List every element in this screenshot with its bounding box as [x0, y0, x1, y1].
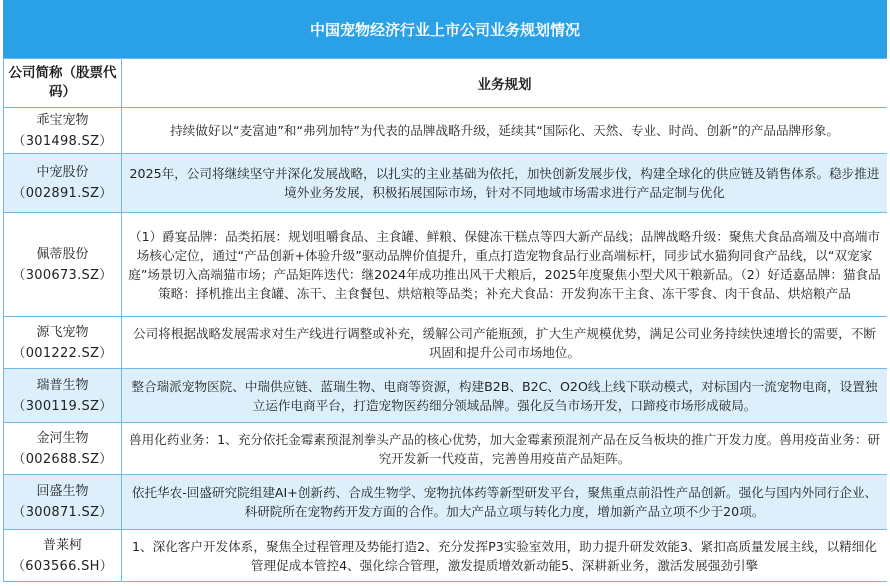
company-cell: [4, 213, 122, 317]
table-title: 中国宠物经济行业上市公司业务规划情况: [3, 0, 887, 58]
table-row: [4, 213, 888, 317]
plan-cell: 公司将根据战略发展需求对生产线进行调整或补充，缓解公司产能瓶颈，扩大生产规模优势，满足公司业务持续快速增长的需要，不断巩固和提升公司市场地位。: [122, 317, 888, 369]
company-column-header: 公司简称（股票代码）: [4, 59, 122, 108]
company-name: 乖宝宠物: [36, 112, 89, 128]
company-cell: [4, 108, 122, 154]
stock-code: （301498.SZ）: [12, 133, 113, 149]
table-row: [4, 369, 888, 423]
stock-code: （001222.SZ）: [12, 345, 113, 361]
company-cell: [4, 530, 122, 582]
plan-cell: 2025年，公司将继续坚守并深化发展战略，以扎实的主业基础为依托，加快创新发展步伐，构建全球化的供应链及销售体系。稳步推进境外业务发展，积极拓展国际市场，针对不同地域市场需求进行产品定制与优化: [122, 154, 888, 213]
company-name: 佩蒂股份: [36, 246, 89, 262]
table-row: [4, 475, 888, 530]
plan-cell: 1、深化客户开发体系，聚焦全过程管理及势能打造2、充分发挥P3实验室效用，助力提升研发效能3、紧扣高质量发展主线，以精细化管理促成本管控4、强化综合管理，激发提质增效新动能5、深耕新业务，激活发展强劲引擎: [122, 530, 888, 582]
company-name: 源飞宠物: [36, 324, 89, 340]
plan-cell: 持续做好以“麦富迪”和“弗列加特”为代表的品牌战略升级，延续其“国际化、天然、专业、时尚、创新”的产品品牌形象。: [122, 108, 888, 154]
plan-cell: （1）爵宴品牌：品类拓展：规划咀嚼食品、主食罐、鲜粮、保健冻干糕点等四大新产品线；品牌战略升级：聚焦犬食品高端及中高端市场核心定位，通过“产品创新+体验升级”驱动品牌价值提升，重点打造宠物食品行业高端标杆，同步试水猫狗同食产品线，以“双宠家庭”场景切入高端猫市场；产品矩阵迭代：继2024年成功推出风干犬粮后，2025年度聚焦小型犬风干粮新品。（2）好适嘉品牌：猫食品策略：择机推出主食罐、冻干、主食餐包、烘焙粮等品类；补充犬食品：开发狗冻干主食、冻干零食、肉干食品、烘焙粮产品: [122, 213, 888, 317]
company-cell: [4, 369, 122, 423]
company-cell: [4, 154, 122, 213]
stock-code: （300119.SZ）: [12, 398, 113, 414]
stock-code: （002688.SZ）: [12, 451, 113, 467]
report-table-container: [3, 0, 887, 586]
stock-code: （300673.SZ）: [12, 267, 113, 283]
table-row: [4, 154, 888, 213]
stock-code: （002891.SZ）: [12, 186, 113, 201]
plan-column-header: 业务规划: [122, 59, 888, 108]
table-row: [4, 423, 888, 475]
company-name: 普莱柯: [42, 537, 82, 553]
company-name: 回盛生物: [36, 484, 89, 499]
business-plan-table: [3, 58, 887, 582]
header-row: [4, 59, 888, 108]
company-cell: [4, 423, 122, 475]
table-row: [4, 530, 888, 582]
plan-cell: 兽用化药业务：1、充分依托金霉素预混剂拳头产品的核心优势，加大金霉素预混剂产品在反刍板块的推广开发力度。兽用疫苗业务：研究开发新一代疫苗，完善兽用疫苗产品矩阵。: [122, 423, 888, 475]
company-name: 金河生物: [36, 430, 89, 446]
company-cell: [4, 475, 122, 530]
company-name: 瑞普生物: [36, 377, 89, 393]
company-cell: [4, 317, 122, 369]
plan-cell: 整合瑞派宠物医院、中瑞供应链、蓝瑞生物、电商等资源，构建B2B、B2C、O2O线上线下联动模式，对标国内一流宠物电商，设置独立运作电商平台，打造宠物医药细分领域品牌。强化反刍市场开发，口蹄疫市场形成破局。: [122, 369, 888, 423]
company-name: 中宠股份: [36, 165, 89, 180]
table-row: [4, 108, 888, 154]
plan-cell: 依托华农-回盛研究院组建AI+创新药、合成生物学、宠物抗体药等新型研发平台，聚焦重点前沿性产品创新。强化与国内外同行企业、科研院所在宠物药开发方面的合作。加大产品立项与转化力度，增加新产品立项不少于20项。: [122, 475, 888, 530]
table-row: [4, 317, 888, 369]
stock-code: （603566.SH）: [11, 558, 114, 574]
stock-code: （300871.SZ）: [12, 505, 113, 520]
